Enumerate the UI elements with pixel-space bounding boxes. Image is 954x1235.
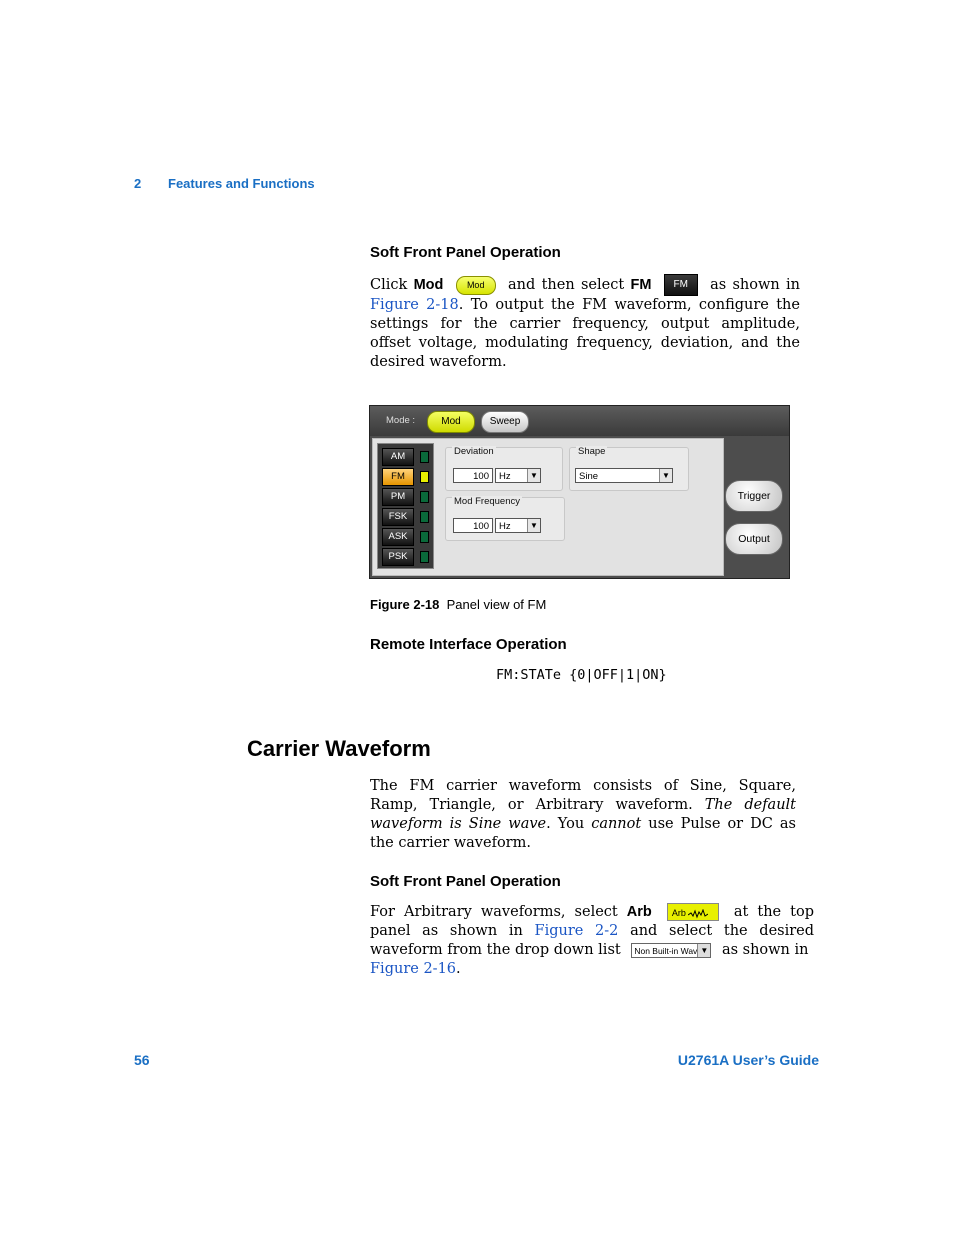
chevron-down-icon: ▼ bbox=[697, 944, 710, 957]
shape-group bbox=[569, 447, 689, 491]
section-heading-sfp-1: Soft Front Panel Operation bbox=[370, 244, 561, 261]
arb-button-inline: Arb bbox=[667, 903, 719, 921]
chevron-down-icon: ▼ bbox=[527, 519, 540, 532]
mod-frequency-group bbox=[445, 497, 565, 541]
fsk-indicator bbox=[420, 511, 429, 523]
mod-settings-area bbox=[372, 438, 724, 576]
waveform-dropdown-inline: Non Built-in Wav ▼ bbox=[631, 943, 711, 958]
am-button[interactable]: AM bbox=[382, 448, 414, 466]
chapter-number: 2 bbox=[134, 176, 142, 191]
paragraph-sfp-1: Click Mod Mod and then select FM FM as shown in Figure 2-18. To output the FM waveform, configure the settings for the carrier frequency, output amplitude, offset voltage, modulating frequency, deviation, and the desired waveform. bbox=[370, 274, 800, 372]
fm-button-inline: FM bbox=[664, 274, 698, 296]
scpi-command: FM:STATe {0|OFF|1|ON} bbox=[496, 667, 667, 683]
chapter-title: Features and Functions bbox=[168, 176, 315, 191]
fm-panel-figure bbox=[369, 405, 790, 579]
paragraph-sfp-2: For Arbitrary waveforms, select Arb Arb at the top panel as shown in Figure 2-2 and select the desired waveform from the drop down list Non Built-in Wav ▼ as shown in Figure 2-16. bbox=[370, 904, 815, 977]
ask-indicator bbox=[420, 531, 429, 543]
deviation-group bbox=[445, 447, 563, 491]
chevron-down-icon: ▼ bbox=[659, 469, 672, 482]
mode-label: Mode : bbox=[386, 415, 416, 426]
section-heading-sfp-2: Soft Front Panel Operation bbox=[370, 873, 561, 890]
trigger-button[interactable]: Trigger bbox=[725, 480, 783, 512]
figure-link[interactable]: Figure 2-18 bbox=[370, 297, 459, 313]
page-number: 56 bbox=[134, 1052, 150, 1068]
modulation-type-list bbox=[377, 443, 434, 569]
fm-indicator bbox=[420, 471, 429, 483]
fsk-button[interactable]: FSK bbox=[382, 508, 414, 526]
deviation-label: Deviation bbox=[454, 446, 494, 457]
paragraph-carrier: The FM carrier waveform consists of Sine, Square, Ramp, Triangle, or Arbitrary waveform. The default waveform is Sine wave. You cannot use Pulse or DC as the carrier waveform. bbox=[370, 778, 797, 851]
chevron-down-icon: ▼ bbox=[527, 469, 540, 482]
pm-button[interactable]: PM bbox=[382, 488, 414, 506]
mod-mode-button[interactable]: Mod bbox=[427, 411, 475, 433]
mod-frequency-label: Mod Frequency bbox=[454, 496, 521, 507]
psk-indicator bbox=[420, 551, 429, 563]
ask-button[interactable]: ASK bbox=[382, 528, 414, 546]
am-indicator bbox=[420, 451, 429, 463]
figure-label: Figure 2-18 bbox=[370, 597, 440, 612]
figure-link[interactable]: Figure 2-16 bbox=[370, 961, 457, 977]
section-title-carrier-waveform: Carrier Waveform bbox=[247, 736, 431, 761]
section-heading-remote: Remote Interface Operation bbox=[370, 636, 567, 653]
pm-indicator bbox=[420, 491, 429, 503]
shape-label: Shape bbox=[578, 446, 606, 457]
mod-button-inline: Mod bbox=[456, 276, 496, 295]
sweep-mode-button[interactable]: Sweep bbox=[481, 411, 529, 433]
figure-caption-text: Panel view of FM bbox=[446, 597, 547, 612]
deviation-input[interactable]: 100 bbox=[453, 468, 493, 483]
shape-select[interactable]: Sine ▼ bbox=[575, 468, 673, 483]
figure-caption bbox=[370, 597, 546, 612]
figure-link[interactable]: Figure 2-2 bbox=[534, 923, 619, 939]
fm-button[interactable]: FM bbox=[382, 468, 414, 486]
output-button[interactable]: Output bbox=[725, 523, 783, 555]
arb-waveform-icon bbox=[688, 909, 708, 919]
psk-button[interactable]: PSK bbox=[382, 548, 414, 566]
guide-title: U2761A User’s Guide bbox=[677, 1052, 819, 1068]
mod-frequency-input[interactable]: 100 bbox=[453, 518, 493, 533]
mode-bar bbox=[370, 406, 789, 436]
deviation-unit-select[interactable]: Hz ▼ bbox=[495, 468, 541, 483]
mod-frequency-unit-select[interactable]: Hz ▼ bbox=[495, 518, 541, 533]
